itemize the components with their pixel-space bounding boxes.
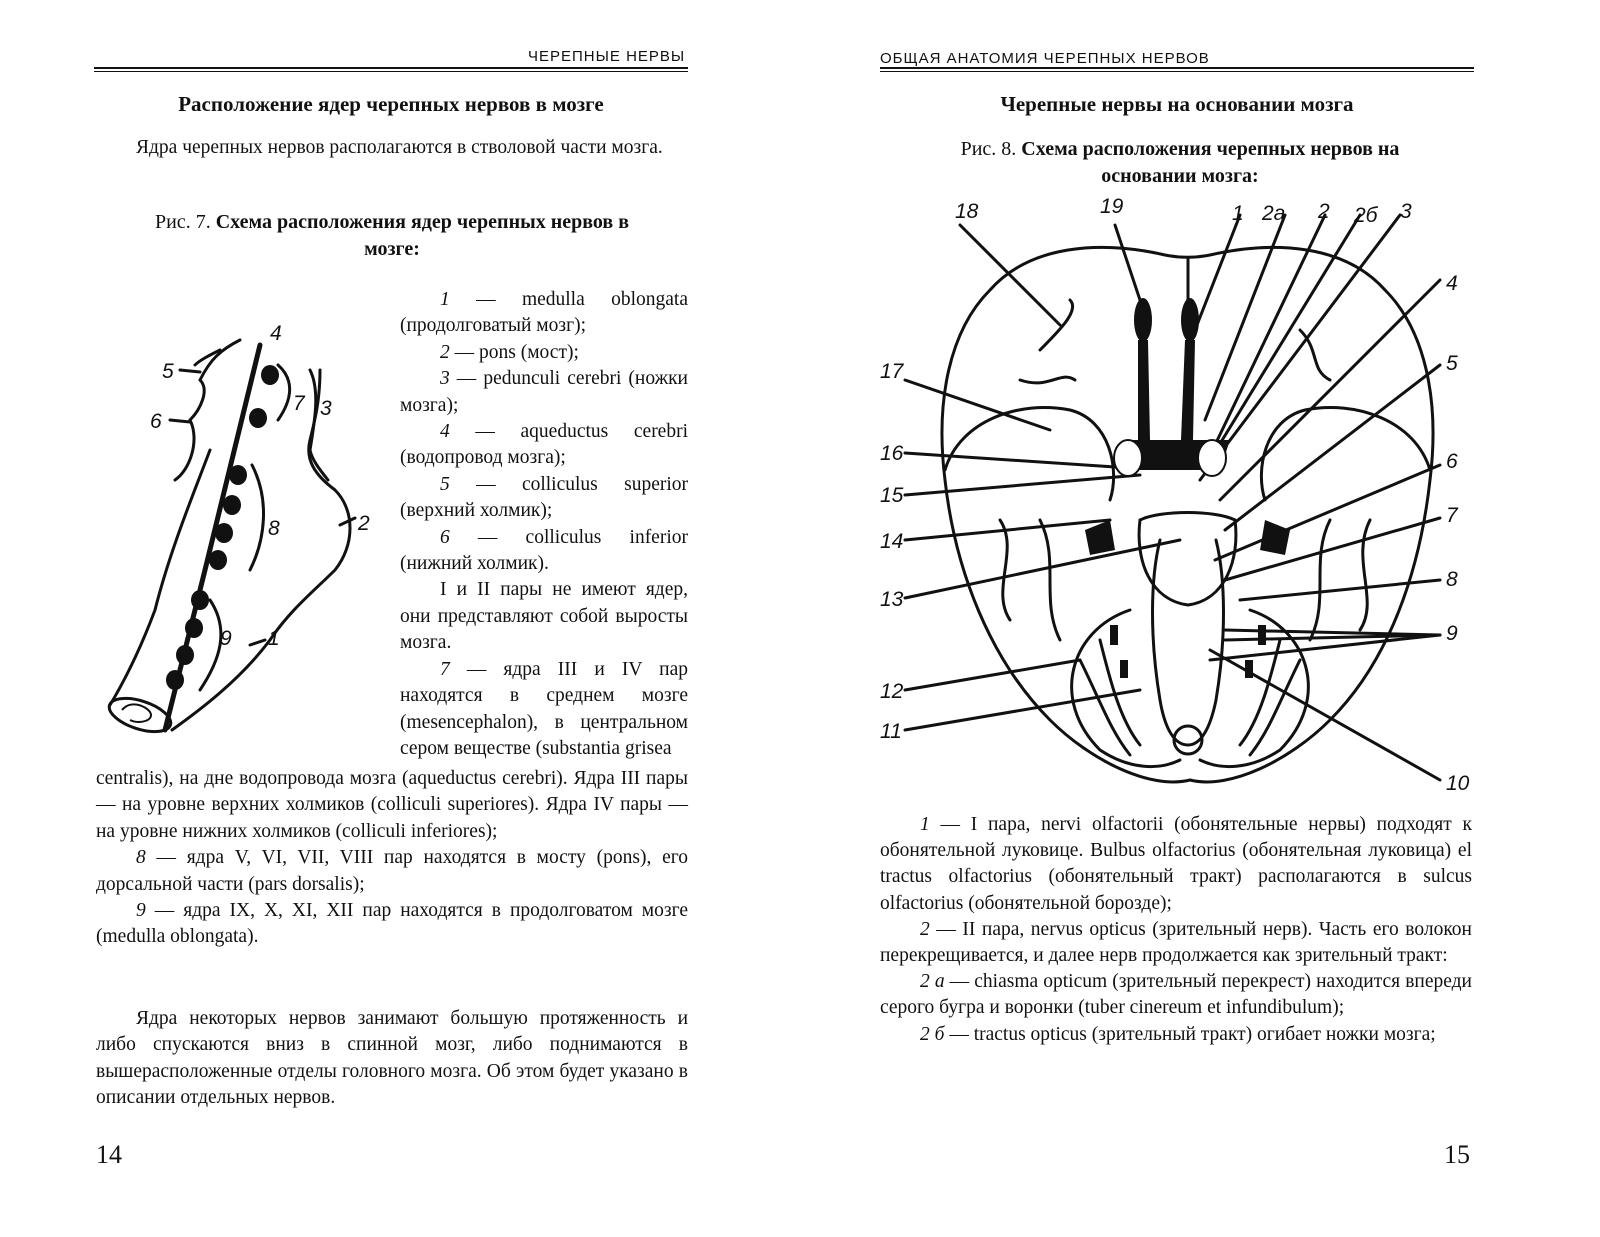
legend-item: 2 — pons (мост); <box>440 341 579 363</box>
running-head: ЧЕРЕПНЫЕ НЕРВЫ <box>528 48 686 65</box>
intro-paragraph: Ядра черепных нервов располагаются в стволовой части мозга. <box>136 137 663 158</box>
fig7-label-3: 3 <box>320 397 332 420</box>
section-heading: Расположение ядер черепных нервов в мозге <box>178 92 604 116</box>
legend-item: 2 — II пара, nervus opticus (зрительный нерв). Часть его волокон перекрещивается, и далее нерв продолжается как зрительный тракт: <box>880 918 1472 967</box>
fig8-label-14: 14 <box>880 530 904 553</box>
legend-item: 3 — pedunculi cerebri (ножки мозга); <box>400 368 688 416</box>
figure-caption-prefix: Рис. 8. <box>960 138 1017 160</box>
legend-continuation <box>96 766 688 951</box>
legend-item: 6 — colliculus inferior (нижний холмик). <box>400 526 688 575</box>
fig8-label-17: 17 <box>880 360 904 383</box>
running-head: ОБЩАЯ АНАТОМИЯ ЧЕРЕПНЫХ НЕРВОВ <box>880 50 1210 67</box>
legend-item: 4 — aqueductus cerebri (водопровод мозга); <box>400 421 688 469</box>
legend-item: 7 — ядра III и IV пар находятся в среднем мозге (mesencephalon), в центральном сером веществе (substantia grisea <box>400 658 688 759</box>
closing-paragraph: Ядра некоторых нервов занимают большую протяженность и либо спускаются вниз в спинной мозг, либо поднимаются в вышерасположенные отделы головного мозга. Об этом будет указано в описании отдельных нервов. <box>96 1008 688 1109</box>
fig8-label-8: 8 <box>1446 568 1458 591</box>
fig8-label-3: 3 <box>1400 200 1412 223</box>
fig8-label-19: 19 <box>1100 195 1124 218</box>
legend-item: 1 — I пара, nervi olfactorii (обонятельные нервы) подходят к обонятельной луковице. Bulbus olfactorius (обонятельная луковица) el tractus olfactorius (обонятельный тракт) располагаются в sulcus olfactorius (обонятельной борозде); <box>880 814 1472 914</box>
legend-item: I и II пары не имеют ядер, они представляют собой выросты мозга. <box>400 579 688 654</box>
fig7-label-6: 6 <box>150 410 162 433</box>
brainstem-nuclei-figure <box>100 310 390 750</box>
fig8-label-7: 7 <box>1446 504 1458 527</box>
fig8-label-9: 9 <box>1446 622 1458 645</box>
header-rule <box>880 67 1474 72</box>
legend-item: 2 а — chiasma opticum (зрительный перекрест) находится впереди серого бугра и воронки (tuber cinereum et infundibulum); <box>880 971 1472 1019</box>
legend-item: 5 — colliculus superior (верхний холмик); <box>400 473 688 522</box>
fig8-label-12: 12 <box>880 680 904 703</box>
fig8-label-1: 1 <box>1232 202 1244 225</box>
fig8-label-16: 16 <box>880 442 904 465</box>
page-number: 14 <box>96 1140 122 1169</box>
fig8-label-6: 6 <box>1446 450 1458 473</box>
legend-item: 8 — ядра V, VI, VII, VIII пар находятся в мосту (pons), его дорсальной части (pars dorsalis); <box>96 847 688 895</box>
figure-caption <box>150 209 634 263</box>
fig8-label-2b: 2б <box>1354 204 1378 227</box>
figure-caption-title: Схема расположения черепных нервов на основании мозга: <box>1021 138 1400 187</box>
figure-caption-title: Схема расположения ядер черепных нервов в мозге: <box>215 211 630 260</box>
fig8-label-11: 11 <box>880 720 902 743</box>
figure7-legend <box>400 287 688 762</box>
header-rule <box>94 67 688 72</box>
legend-item: 2 б — tractus opticus (зрительный тракт) огибает ножки мозга; <box>920 1023 1436 1045</box>
fig7-label-4: 4 <box>270 322 282 345</box>
legend-item: centralis), на дне водопровода мозга (aqueductus cerebri). Ядра III пары — на уровне верхних холмиков (colliculi superiores). Ядра IV пары — на уровне нижних холмиков (colliculi inferiores); <box>96 768 688 842</box>
figure8-legend <box>880 812 1472 1048</box>
fig7-label-5: 5 <box>162 360 174 383</box>
legend-item: 9 — ядра IX, X, XI, XII пар находятся в продолговатом мозге (medulla oblongata). <box>96 900 688 948</box>
fig8-label-2: 2 <box>1318 200 1330 223</box>
fig8-label-2a: 2а <box>1262 202 1286 225</box>
figure-caption <box>950 136 1410 190</box>
legend-item: 1 — medulla oblongata (продолговатый мозг); <box>400 289 688 337</box>
page-number: 15 <box>1444 1140 1470 1169</box>
fig8-label-10: 10 <box>1446 772 1470 795</box>
brain-base-figure <box>870 190 1490 800</box>
fig7-label-2: 2 <box>358 512 370 535</box>
fig8-label-13: 13 <box>880 588 904 611</box>
fig7-label-1: 1 <box>268 627 280 650</box>
fig7-label-7: 7 <box>293 392 305 415</box>
fig8-label-15: 15 <box>880 484 904 507</box>
fig8-label-5: 5 <box>1446 352 1458 375</box>
fig8-label-4: 4 <box>1446 272 1458 295</box>
fig8-label-18: 18 <box>955 200 979 223</box>
fig7-label-9: 9 <box>220 627 232 650</box>
figure-caption-prefix: Рис. 7. <box>154 211 211 233</box>
section-heading: Черепные нервы на основании мозга <box>1000 92 1354 116</box>
fig7-label-8: 8 <box>268 517 280 540</box>
